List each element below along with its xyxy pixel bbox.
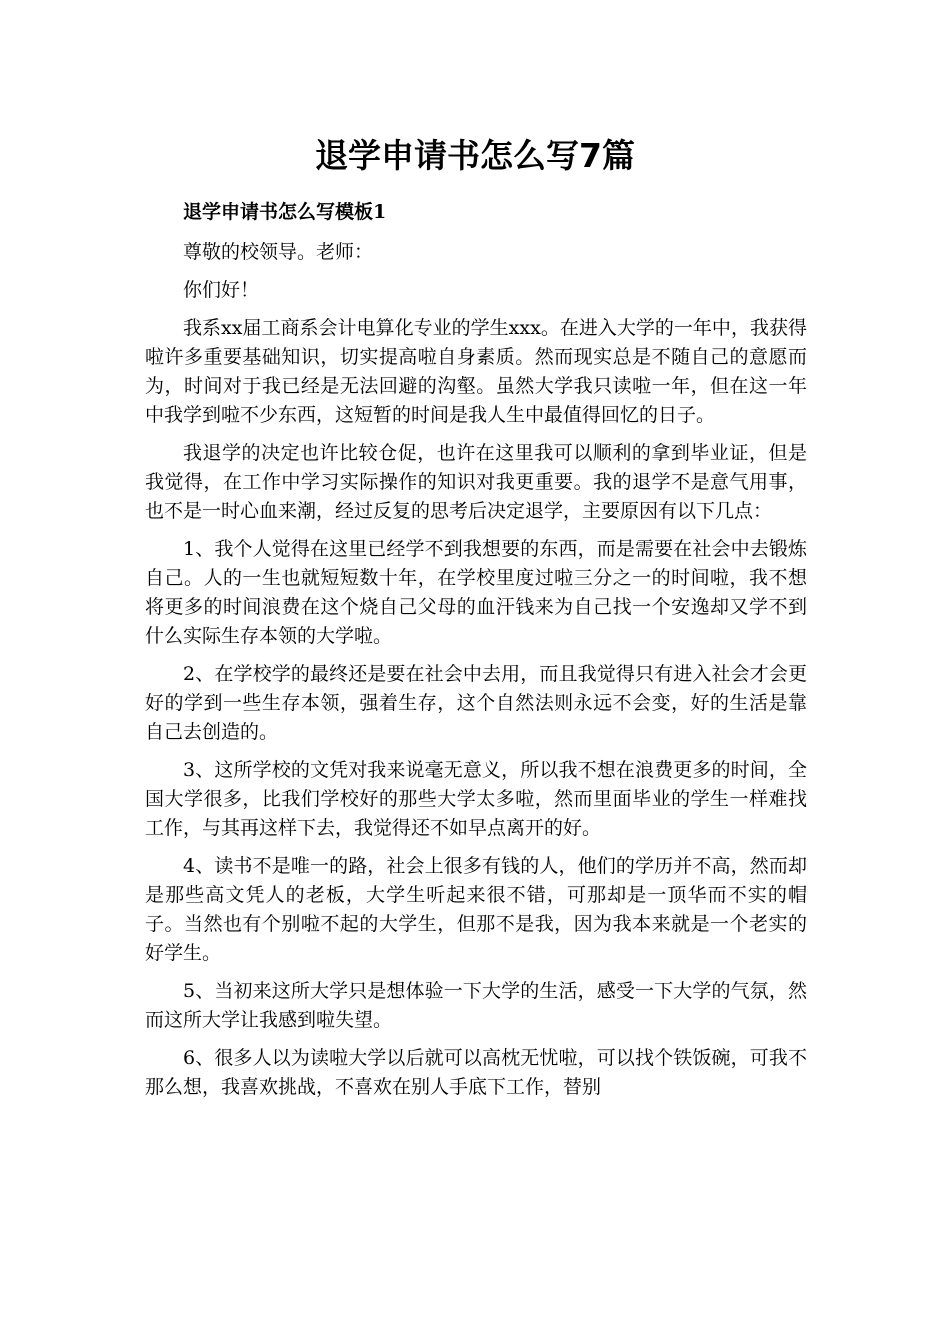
salutation: 尊敬的校领导。老师：: [183, 241, 374, 263]
section-heading: 退学申请书怎么写模板1: [183, 201, 387, 223]
document-body: [145, 198, 807, 1111]
reason-item-1: 1、我个人觉得在这里已经学不到我想要的东西，而是需要在社会中去锻炼自己。人的一生也就短短数十年，在学校里度过啦三分之一的时间啦，我不想将更多的时间浪费在这个烧自己父母的血汗钱来为自己找一个安逸却又学不到什么实际生存本领的大学啦。: [145, 538, 807, 647]
paragraph-decision: 我退学的决定也许比较仓促，也许在这里我可以顺利的拿到毕业证，但是我觉得，在工作中学习实际操作的知识对我更重要。我的退学不是意气用事，也不是一时心血来潮，经过反复的思考后决定退学，主要原因有以下几点：: [145, 442, 807, 522]
paragraph-intro: 我系xx届工商系会计电算化专业的学生xxx。在进入大学的一年中，我获得啦许多重要基础知识，切实提高啦自身素质。然而现实总是不随自己的意愿而为，时间对于我已经是无法回避的沟壑。虽然大学我只读啦一年，但在这一年中我学到啦不少东西，这短暂的时间是我人生中最值得回忆的日子。: [145, 317, 807, 426]
reason-item-2: 2、在学校学的最终还是要在社会中去用，而且我觉得只有进入社会才会更好的学到一些生存本领，强着生存，这个自然法则永远不会变，好的生活是靠自己去创造的。: [145, 663, 807, 743]
reason-item-6: 6、很多人以为读啦大学以后就可以高枕无忧啦，可以找个铁饭碗，可我不那么想，我喜欢挑战，不喜欢在别人手底下工作，替别: [145, 1047, 807, 1098]
reason-item-3: 3、这所学校的文凭对我来说毫无意义，所以我不想在浪费更多的时间，全国大学很多，比我们学校好的那些大学太多啦，然而里面毕业的学生一样难找工作，与其再这样下去，我觉得还不如早点离开的好。: [145, 759, 807, 839]
reason-item-4: 4、读书不是唯一的路，社会上很多有钱的人，他们的学历并不高，然而却是那些高文凭人的老板，大学生听起来很不错，可那却是一顶华而不实的帽子。当然也有个别啦不起的大学生，但那不是我，因为我本来就是一个老实的好学生。: [145, 855, 807, 964]
reason-item-5: 5、当初来这所大学只是想体验一下大学的生活，感受一下大学的气氛，然而这所大学让我感到啦失望。: [145, 980, 807, 1031]
greeting: 你们好！: [183, 279, 260, 301]
document-title: 退学申请书怎么写7篇: [315, 136, 635, 175]
